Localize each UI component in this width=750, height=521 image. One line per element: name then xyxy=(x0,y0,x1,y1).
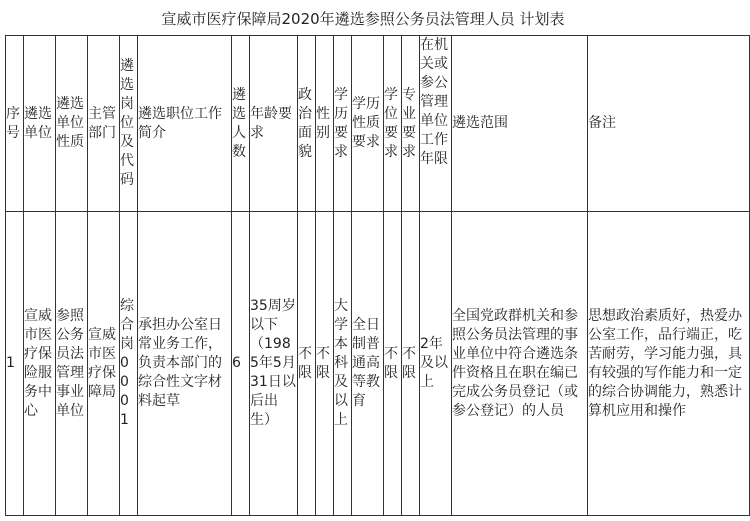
page-title: 宣威市医疗保障局2020年遴选参照公务员法管理人员 计划表 xyxy=(161,10,565,28)
header-work-years: 在机关或参公管理单位工作年限 xyxy=(420,36,452,212)
header-unit: 遴选单位 xyxy=(24,36,56,212)
cell-political-status: 不限 xyxy=(298,212,316,516)
plan-table xyxy=(5,35,750,516)
header-headcount: 遴选人数 xyxy=(232,36,250,212)
cell-age: 35周岁以下（1985年5月31日以后出生） xyxy=(250,212,298,516)
cell-scope: 全国党政群机关和参照公务员法管理的事业单位中符合遴选条件资格且在职在编已完成公务员登记（或参公登记）的人员 xyxy=(452,212,588,516)
header-notes: 备注 xyxy=(588,36,750,212)
table-row xyxy=(6,212,750,516)
header-index: 序号 xyxy=(6,36,24,212)
header-job-description: 遴选职位工作简介 xyxy=(138,36,232,212)
cell-education: 大学本科及以上 xyxy=(334,212,352,516)
cell-index: 1 xyxy=(6,212,24,516)
cell-unit: 宣威市医疗保险服务中心 xyxy=(24,212,56,516)
header-degree: 学位要求 xyxy=(384,36,402,212)
header-political-status: 政治面貌 xyxy=(298,36,316,212)
header-scope: 遴选范围 xyxy=(452,36,588,212)
cell-major: 不限 xyxy=(402,212,420,516)
cell-degree: 不限 xyxy=(384,212,402,516)
cell-unit-nature: 参照公务员法管理事业单位 xyxy=(56,212,88,516)
cell-headcount: 6 xyxy=(232,212,250,516)
header-gender: 性别 xyxy=(316,36,334,212)
header-education-type: 学历性质要求 xyxy=(352,36,384,212)
header-position-code: 遴选岗位及代码 xyxy=(120,36,138,212)
cell-department: 宣威市医疗保障局 xyxy=(88,212,120,516)
header-major: 专业要求 xyxy=(402,36,420,212)
header-unit-nature: 遴选单位性质 xyxy=(56,36,88,212)
cell-gender: 不限 xyxy=(316,212,334,516)
cell-work-years: 2年及以上 xyxy=(420,212,452,516)
header-row xyxy=(6,36,750,212)
header-age: 年龄要求 xyxy=(250,36,298,212)
cell-notes: 思想政治素质好，热爱办公室工作，品行端正，吃苦耐劳，学习能力强，具有较强的写作能力和一定的综合协调能力，熟悉计算机应用和操作 xyxy=(588,212,750,516)
cell-job-description: 承担办公室日常业务工作，负责本部门的综合性文字材料起草 xyxy=(138,212,232,516)
cell-position-code: 综合岗0001 xyxy=(120,212,138,516)
header-education: 学历要求 xyxy=(334,36,352,212)
cell-education-type: 全日制普通高等教育 xyxy=(352,212,384,516)
header-department: 主管部门 xyxy=(88,36,120,212)
